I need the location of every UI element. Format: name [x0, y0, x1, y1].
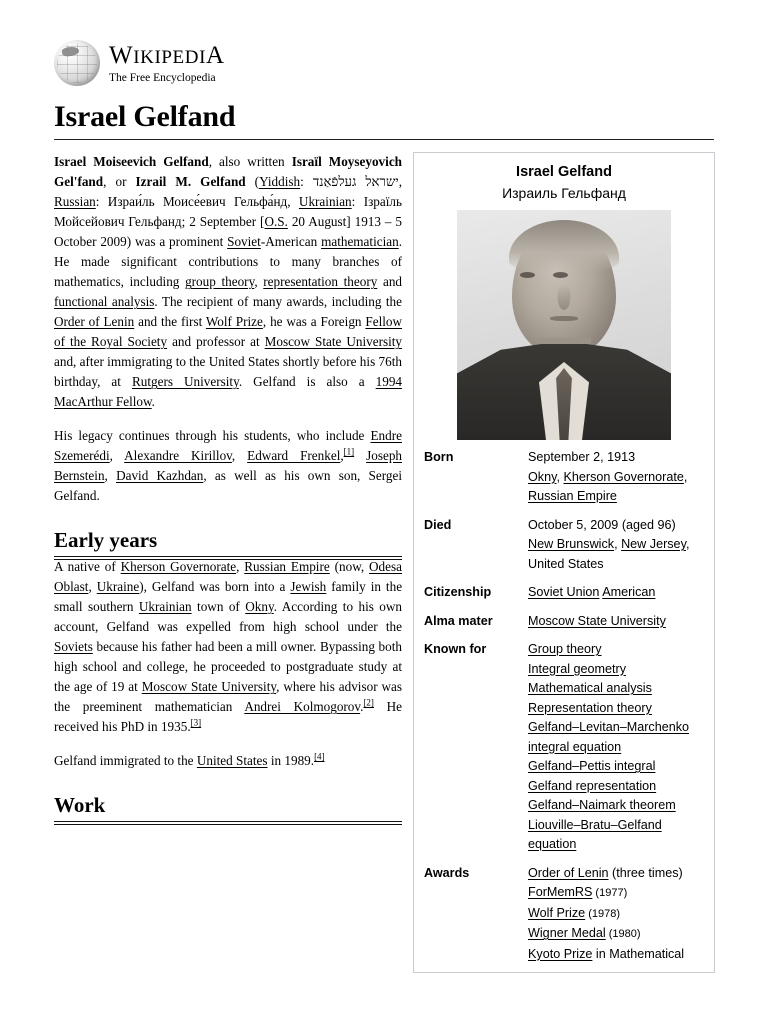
infobox-row — [414, 576, 714, 605]
infobox-link[interactable]: Gelfand–Pettis integral — [528, 759, 656, 773]
infobox-value-line — [528, 738, 706, 758]
yiddish-text: ישראל געלפֿאַנד — [312, 174, 399, 189]
link-group-theory[interactable]: group theory — [185, 274, 255, 289]
lead-name-primary: Israel Moiseevich Gelfand — [54, 154, 209, 169]
infobox-value-line — [528, 718, 706, 738]
article-text-column — [54, 152, 402, 822]
reference-4[interactable]: [4] — [314, 751, 325, 762]
infobox-link[interactable]: Liouville–Bratu–Gelfand — [528, 817, 662, 832]
link-wolf-prize[interactable]: Wolf Prize — [205, 314, 263, 329]
infobox-text: United States — [528, 556, 604, 571]
infobox-subtitle: Израиль Гельфанд — [502, 185, 626, 201]
infobox-link[interactable]: Soviet Union — [528, 585, 600, 599]
reference-1[interactable]: [1] — [343, 446, 355, 457]
infobox-row-label: Born — [424, 450, 454, 464]
link-soviets[interactable]: Soviets — [54, 639, 93, 654]
infobox-row — [414, 509, 714, 577]
infobox-link[interactable]: Kyoto Prize — [528, 946, 593, 961]
ey-t2: (now, — [334, 559, 365, 574]
infobox-row-value — [528, 446, 714, 509]
infobox-table — [414, 446, 714, 966]
link-okny[interactable]: Okny — [245, 599, 274, 614]
link-andrei-kolmogorov[interactable]: Andrei Kolmogorov — [244, 699, 361, 714]
infobox-link[interactable]: ForMemRS — [528, 885, 593, 899]
infobox-value-line — [528, 816, 706, 836]
link-moscow-state-university[interactable]: Moscow State University — [264, 334, 403, 349]
link-order-of-lenin[interactable]: Order of Lenin — [54, 314, 135, 329]
wordmark-a: A — [206, 42, 225, 69]
russian-text: Израи́ль Моисе́евич Гельфа́нд — [107, 194, 288, 209]
infobox-text: (1980) — [605, 928, 641, 940]
link-functional-analysis[interactable]: functional analysis — [54, 294, 155, 309]
israel-gelfand-portrait-photo[interactable] — [457, 210, 671, 440]
infobox-bottom-padding — [414, 966, 714, 972]
link-fellow-royal-society[interactable]: Fellow of the Royal Society — [54, 314, 403, 349]
infobox-link[interactable]: Order of Lenin — [528, 865, 609, 880]
link-moscow-state-university-2[interactable]: Moscow State University — [141, 679, 277, 694]
wordmark-w: W — [109, 42, 134, 69]
lead-name-alt1: Israïl Moyseyovich Gel'fand — [54, 154, 403, 189]
lead-t8: . — [151, 394, 155, 409]
ey-t3: ), Gelfand was born into a — [139, 579, 286, 594]
infobox-row-value — [528, 857, 714, 967]
section-heading-work: Work — [54, 793, 402, 822]
portrait-nose — [558, 284, 571, 310]
infobox-text: in Mathematical — [592, 946, 685, 961]
ukrainian-text: Ізраїль Мойсейович Гельфанд — [54, 194, 402, 229]
infobox-row-value — [528, 633, 714, 857]
infobox-value-line — [528, 835, 706, 855]
infobox-link[interactable]: Kherson Governorate — [563, 469, 684, 484]
reference-3[interactable]: [3] — [190, 717, 202, 728]
infobox-link[interactable]: equation — [528, 837, 577, 851]
infobox-link[interactable]: New Jersey — [621, 537, 686, 551]
lead-t5: and professor at — [172, 334, 260, 349]
infobox-row-label: Awards — [424, 865, 470, 880]
infobox-link[interactable]: Mathematical analysis — [528, 681, 652, 695]
body-wrapper — [54, 152, 714, 961]
ey-t9: He received his PhD in 1935. — [54, 699, 402, 734]
ey-t5: town of — [197, 599, 240, 614]
infobox-value-line — [528, 612, 706, 632]
infobox-link[interactable]: Representation theory — [528, 700, 652, 715]
infobox-value-line — [528, 660, 706, 680]
infobox-link[interactable]: Russian Empire — [528, 489, 617, 503]
portrait-hair — [509, 220, 619, 272]
ey-t7: because his father had been a mill owner. Bypassing both high school and college, he proceeded to postgraduate study at the age of 19 at — [54, 639, 402, 694]
lead-t1: . He made significant contributions to many branches of mathematics, including — [54, 234, 402, 289]
link-united-states[interactable]: United States — [196, 753, 268, 768]
link-ukrainian[interactable]: Ukrainian — [138, 599, 192, 614]
lead-was-prominent: was a prominent — [134, 234, 224, 249]
infobox-link[interactable]: Okny — [528, 469, 557, 484]
portrait-eye-left — [520, 272, 535, 278]
ey2-t1: Gelfand immigrated to the — [54, 753, 194, 768]
masthead — [54, 40, 714, 88]
infobox-text: (1977) — [592, 887, 628, 899]
infobox-value-line — [528, 679, 706, 699]
infobox-row — [414, 633, 714, 857]
infobox-text: (three times) — [608, 865, 683, 880]
link-student-kazhdan[interactable]: David Kazhdan — [116, 468, 204, 483]
lead-t4: , he was a Foreign — [262, 314, 362, 329]
lead-american-suffix: -American — [260, 234, 318, 249]
infobox-text: , — [614, 537, 622, 551]
lead-t3: and the first — [138, 314, 203, 329]
link-kherson-governorate[interactable]: Kherson Governorate — [120, 559, 237, 574]
link-student-frenkel[interactable]: Edward Frenkel — [247, 448, 341, 463]
infobox-value-line — [528, 468, 706, 488]
wordmark-ikipedi: IKIPEDI — [133, 47, 206, 68]
section-heading-early-years: Early years — [54, 528, 402, 557]
infobox-value-line — [528, 777, 706, 797]
infobox-text: , — [683, 469, 688, 484]
link-old-style[interactable]: O.S. — [264, 214, 288, 229]
infobox-link[interactable]: Gelfand representation — [528, 778, 657, 793]
infobox-text: October 5, 2009 (aged 96) — [528, 517, 676, 532]
infobox-link[interactable]: Group theory — [528, 642, 602, 656]
infobox-title: Israel Gelfand — [516, 164, 612, 180]
legacy-paragraph: His legacy continues through his students, who include Endre Szemerédi, Alexandre Kirillov, Edward Frenkel,[1] Joseph Bernstein, David Kazhdan, as well as his own son, Sergei Gelfand. — [54, 428, 403, 503]
page-title: Israel Gelfand — [54, 100, 714, 140]
legacy-t1: His legacy continues through his students, who include — [54, 428, 365, 443]
link-representation-theory[interactable]: representation theory — [263, 274, 378, 289]
infobox-link[interactable]: Wolf Prize — [528, 905, 586, 920]
infobox-row — [414, 857, 714, 967]
infobox-value-line — [528, 883, 706, 904]
infobox-row-value — [528, 605, 714, 634]
infobox-link[interactable]: American — [602, 585, 656, 599]
lead-or: or — [115, 174, 127, 189]
ey-t1: A native of — [54, 559, 116, 574]
infobox-text: September 2, 1913 — [528, 450, 636, 464]
wikipedia-globe-icon[interactable] — [54, 40, 100, 86]
infobox-value-line — [528, 945, 706, 965]
link-student-kirillov[interactable]: Alexandre Kirillov — [124, 448, 232, 463]
ey-t8: , where his advisor was the preeminent mathematician — [54, 679, 403, 714]
infobox-value-line — [528, 487, 706, 507]
infobox-row-label: Known for — [424, 642, 487, 656]
infobox-value-line — [528, 904, 706, 925]
ey2-t2: in 1989. — [270, 753, 315, 768]
wordmark-text — [109, 43, 225, 70]
ey-t4: family in the small southern — [54, 579, 403, 614]
link-student-bernstein[interactable]: Joseph Bernstein — [54, 448, 403, 483]
infobox-link[interactable]: Moscow State University — [528, 613, 666, 628]
infobox-value-line — [528, 535, 706, 555]
infobox-link[interactable]: Gelfand–Levitan–Marchenko — [528, 720, 690, 734]
link-jewish[interactable]: Jewish — [290, 579, 327, 594]
link-russian-empire[interactable]: Russian Empire — [244, 559, 330, 574]
infobox — [413, 152, 715, 973]
infobox-value-line — [528, 924, 706, 945]
infobox-row-label: Died — [424, 517, 452, 532]
infobox-value-line — [528, 640, 706, 660]
early-years-paragraph-2 — [54, 751, 402, 771]
infobox-row — [414, 446, 714, 509]
infobox-image-cell — [414, 210, 714, 446]
link-ukraine[interactable]: Ukraine — [96, 579, 140, 594]
infobox-row — [414, 605, 714, 634]
lead-paragraph: Israel Moiseevich Gelfand, also written Israïl Moyseyovich Gel'fand, or Izrail M. Gelfand (Yiddish: ישראל געלפֿאַנד, Russian: Израи́ль Моисе́евич Гельфа́нд, Ukrainian: Ізраїль Мойсейович Гельфанд; 2 September [O.S. 20 August] 1913 – 5 October 2009) was a prominent Soviet-American mathematician. He made significant contributions to many branches of mathematics, including group theory, representation theory and functional analysis. The recipient of many awards, including the Order of Lenin and the first Wolf Prize, he was a Foreign Fellow of the Royal Society and professor at Moscow State University and, after immigrating to the United States shortly before his 76th birthday, at Rutgers University. Gelfand is also a 1994 MacArthur Fellow. — [54, 154, 403, 409]
infobox-row-value — [528, 509, 714, 577]
infobox-link[interactable]: Wigner Medal — [528, 926, 606, 940]
infobox-row-label: Alma mater — [424, 613, 493, 628]
infobox-text: (1978) — [585, 907, 621, 920]
infobox-value-line — [528, 757, 706, 777]
early-years-paragraph-1: A native of Kherson Governorate, Russian Empire (now, Odesa Oblast, Ukraine), Gelfand was born into a Jewish family in the small southern Ukrainian town of Okny. According to his own account, Gelfand was expelled from high school under the Soviets because his father had been a mill owner. Bypassing both high school and college, he proceeded to postgraduate study at the age of 19 at Moscow State University, where his advisor was the preeminent mathematician Andrei Kolmogorov.[2] He received his PhD in 1935.[3] — [54, 559, 403, 734]
infobox-link[interactable]: integral equation — [528, 739, 622, 754]
link-rutgers-university[interactable]: Rutgers University — [131, 374, 239, 389]
infobox-value-line — [528, 699, 706, 719]
link-ukrainian[interactable]: Ukrainian — [298, 194, 352, 209]
lead-and1: and — [382, 274, 403, 289]
link-odesa-oblast[interactable]: Odesa Oblast — [54, 559, 402, 594]
infobox-link[interactable]: Gelfand–Naimark theorem — [528, 798, 676, 812]
lead-name-alt2: Izrail M. Gelfand — [135, 174, 246, 189]
infobox-value-line — [528, 516, 706, 536]
infobox-value-line — [528, 555, 706, 575]
reference-2[interactable]: [2] — [363, 697, 374, 708]
infobox-text: , — [556, 469, 564, 484]
infobox-value-line — [528, 796, 706, 816]
infobox-text: , — [685, 537, 690, 551]
infobox-value-line — [528, 448, 706, 468]
lead-t7: . Gelfand is also a — [238, 374, 365, 389]
link-russian[interactable]: Russian — [54, 194, 96, 209]
infobox-value-line — [528, 583, 706, 603]
infobox-row-value — [528, 576, 714, 605]
wikipedia-wordmark[interactable] — [109, 40, 225, 85]
lead-t2: . The recipient of many awards, including the — [154, 294, 402, 309]
link-yiddish[interactable]: Yiddish — [259, 174, 301, 189]
infobox-link[interactable]: Integral geometry — [528, 661, 627, 676]
lead-t6: and, after immigrating to the United States shortly before his 76th birthday, at — [54, 354, 402, 389]
link-macarthur-fellow[interactable]: 1994 MacArthur Fellow — [54, 374, 403, 409]
link-mathematician[interactable]: mathematician — [321, 234, 399, 249]
portrait-mouth — [550, 316, 578, 321]
infobox-value-line — [528, 864, 706, 884]
infobox-row-label: Citizenship — [424, 585, 492, 599]
legacy-t2: , as well as his own son, Sergei Gelfand. — [54, 468, 402, 503]
wikipedia-tagline: The Free Encyclopedia — [109, 72, 216, 84]
portrait-eye-right — [553, 272, 568, 278]
lead-also-written: also written — [219, 154, 285, 169]
link-soviet[interactable]: Soviet — [227, 234, 261, 249]
infobox-link[interactable]: New Brunswick — [528, 537, 615, 551]
link-student-szemeredi[interactable]: Endre Szemerédi — [54, 428, 402, 463]
ey-t6: . According to his own account, Gelfand was expelled from high school under the — [54, 599, 403, 634]
